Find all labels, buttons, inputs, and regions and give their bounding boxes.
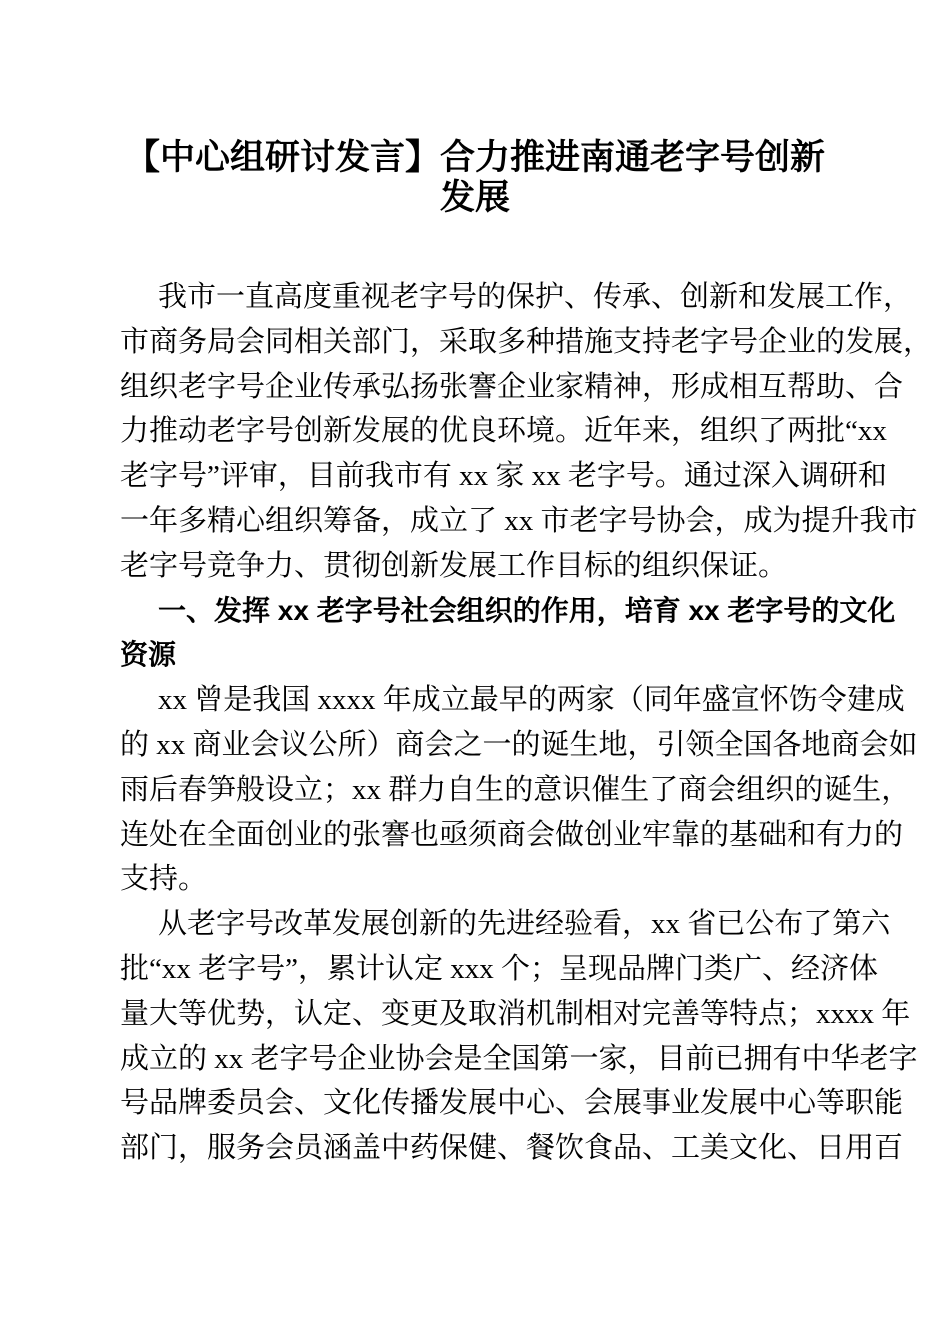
text-line: 老字号竞争力、贯彻创新发展工作目标的组织保证。 [120,549,788,582]
text-line: 力推动老字号创新发展的优良环境。近年来，组织了两批“xx [120,415,887,448]
text-line: 号品牌委员会、文化传播发展中心、会展事业发展中心等职能 [120,1087,904,1120]
text-line: xx 曾是我国 xxxx 年成立最早的两家（同年盛宣怀饬令建成 [158,684,905,717]
text-line: 老字号”评审，目前我市有 xx 家 xx 老字号。通过深入调研和 [120,460,887,493]
text-line: 支持。 [120,863,208,896]
title-line: 发展 [439,178,510,217]
text-line: 一、发挥 xx 老字号社会组织的作用，培育 xx 老字号的文化 [158,594,896,626]
title-line: 【中心组研讨发言】合力推进南通老字号创新 [124,138,825,177]
text-line: 资源 [120,639,177,671]
paragraph [120,678,918,902]
text-line: 组织老字号企业传承弘扬张謇企业家精神，形成相互帮助、合 [120,370,904,403]
text-line: 市商务局会同相关部门，采取多种措施支持老字号企业的发展， [120,325,933,358]
text-line: 批“xx 老字号”，累计认定 xxx 个；呈现品牌门类广、经济体 [120,952,878,985]
text-line: 雨后春笋般设立；xx 群力自生的意识催生了商会组织的诞生， [120,773,911,806]
document-title [110,138,840,218]
document-body [120,275,933,1171]
text-line: 连处在全面创业的张謇也亟须商会做创业牢靠的基础和有力的 [120,818,904,851]
text-line: 成立的 xx 老字号企业协会是全国第一家，目前已拥有中华老字 [120,1042,918,1075]
text-line: 部门，服务会员涵盖中药保健、餐饮食品、工美文化、日用百 [120,1132,904,1165]
text-line: 量大等优势，认定、变更及取消机制相对完善等特点；xxxx 年 [120,997,911,1030]
text-line: 我市一直高度重视老字号的保护、传承、创新和发展工作， [158,281,913,313]
text-line: 一年多精心组织筹备，成立了 xx 市老字号协会，成为提升我市 [120,504,918,537]
text-line: 从老字号改革发展创新的先进经验看，xx 省已公布了第六 [158,908,891,941]
paragraph [120,275,933,589]
paragraph [120,902,918,1171]
text-line: 的 xx 商业会议公所）商会之一的诞生地，引领全国各地商会如 [120,728,918,761]
section-heading [120,589,896,679]
